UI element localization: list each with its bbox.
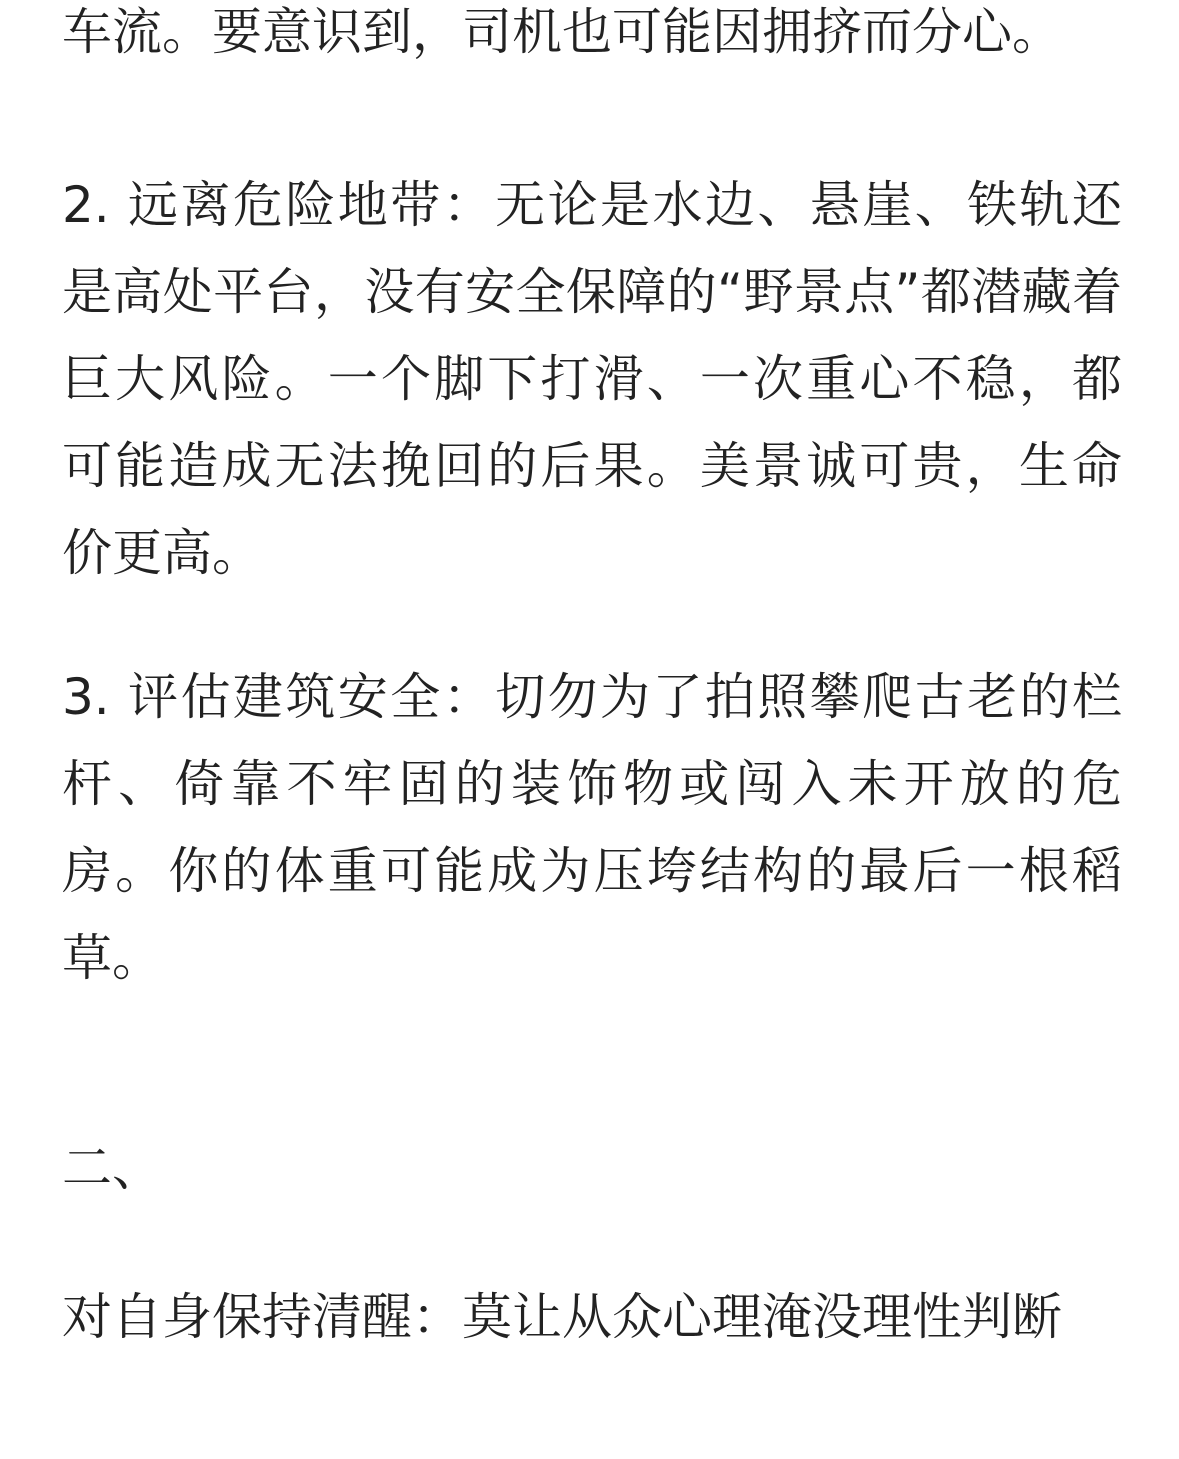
paragraph-3-line-4: 草。 <box>62 929 162 987</box>
paragraph-1-line-1: 车流。要意识到，司机也可能因拥挤而分心。 <box>62 3 1062 61</box>
paragraph-2-line-1: 2. 远离危险地带：无论是水边、悬崖、铁轨还 <box>62 176 1122 234</box>
paragraph-2-line-4: 可能造成无法挽回的后果。美景诚可贵，生命 <box>62 437 1122 495</box>
section-subheading: 对自身保持清醒：莫让从众心理淹没理性判断 <box>62 1288 1062 1346</box>
paragraph-2-line-5: 价更高。 <box>62 524 262 582</box>
paragraph-3-line-3: 房。你的体重可能成为压垮结构的最后一根稻 <box>62 842 1122 900</box>
paragraph-3-line-1: 3. 评估建筑安全：切勿为了拍照攀爬古老的栏 <box>62 668 1122 726</box>
paragraph-2-line-3: 巨大风险。一个脚下打滑、一次重心不稳，都 <box>62 350 1122 408</box>
paragraph-3-line-2: 杆、倚靠不牢固的装饰物或闯入未开放的危 <box>62 755 1122 813</box>
paragraph-2-line-2: 是高处平台，没有安全保障的“野景点”都潜藏着 <box>62 263 1122 321</box>
section-heading: 二、 <box>62 1139 162 1197</box>
